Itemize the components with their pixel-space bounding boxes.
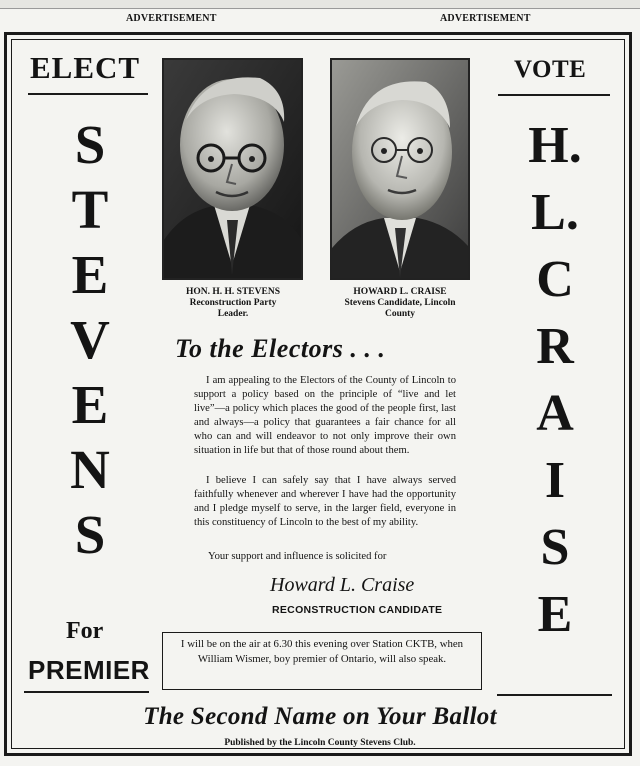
caption-name: HON. H. H. STEVENS (186, 287, 280, 297)
appeal-paragraph: I am appealing to the Electors of the County of Lincoln to support a policy based on the principle of “live and let live”—a policy which places the good of the people first, last and always—a policy that guarantees a fair chance for all who can and will endeavor to not only improve their own situation in life but that of those round about them. (194, 375, 456, 456)
caption-name: HOWARD L. CRAISE (353, 287, 447, 297)
craise-letter: L. (531, 184, 579, 241)
portrait-illustration (332, 60, 468, 278)
craise-rule (497, 694, 612, 696)
caption-line: Stevens Candidate, Lincoln (344, 298, 456, 308)
stevens-letter: E (71, 374, 109, 435)
advertisement-label-right: ADVERTISEMENT (440, 13, 531, 24)
publisher-credit: Published by the Lincoln County Stevens Club. (224, 738, 416, 748)
pledge-paragraph: I believe I can safely say that I have always served faithfully whenever and wherever I have had the opportunity and I pledge myself to serve, in the larger field, everyone in this constituency of Lincoln to the best of my ability. (194, 475, 456, 528)
craise-letter: H. (528, 117, 582, 174)
stevens-letter: E (71, 244, 109, 305)
to-the-electors-heading: To the Electors . . . (175, 334, 386, 363)
stevens-letter: S (74, 504, 106, 565)
advertisement-label-left: ADVERTISEMENT (126, 13, 217, 24)
radio-notice-text: I will be on the air at 6.30 this evening over Station CKTB, when William Wismer, boy premier of Ontario, will also speak. (180, 638, 464, 665)
caption-line: County (384, 309, 416, 319)
candidate-title: RECONSTRUCTION CANDIDATE (272, 604, 443, 616)
craise-letter: I (544, 452, 566, 509)
stevens-letter: V (70, 309, 110, 370)
craise-letter: A (536, 385, 574, 442)
vote-heading: VOTE (514, 56, 587, 83)
for-label: For (66, 618, 104, 644)
candidate-signature: Howard L. Craise (270, 574, 415, 596)
craise-vertical-name (515, 112, 595, 648)
stevens-vertical-name (50, 112, 130, 567)
stevens-letter: T (71, 179, 109, 240)
caption-line: Reconstruction Party (189, 298, 277, 308)
craise-letter: C (536, 251, 574, 308)
elect-rule (28, 93, 148, 95)
radio-notice-box (162, 632, 482, 690)
craise-caption (330, 287, 470, 320)
premier-label: PREMIER (28, 655, 150, 685)
caption-line: Leader. (217, 309, 249, 319)
solicit-line: Your support and influence is solicited for (208, 551, 387, 562)
craise-portrait (330, 58, 470, 280)
stevens-portrait (162, 58, 303, 280)
craise-letter: R (536, 318, 574, 375)
stevens-letter: N (70, 439, 110, 500)
ballot-slogan: The Second Name on Your Ballot (143, 703, 497, 730)
craise-letter: S (540, 519, 570, 576)
vote-rule (498, 94, 610, 96)
stevens-caption (162, 287, 304, 320)
portrait-illustration (164, 60, 301, 278)
stevens-letter: S (74, 114, 106, 175)
premier-rule (24, 691, 149, 693)
craise-letter: E (537, 586, 573, 643)
top-edge-strip (0, 0, 640, 9)
elect-heading: ELECT (30, 50, 141, 85)
